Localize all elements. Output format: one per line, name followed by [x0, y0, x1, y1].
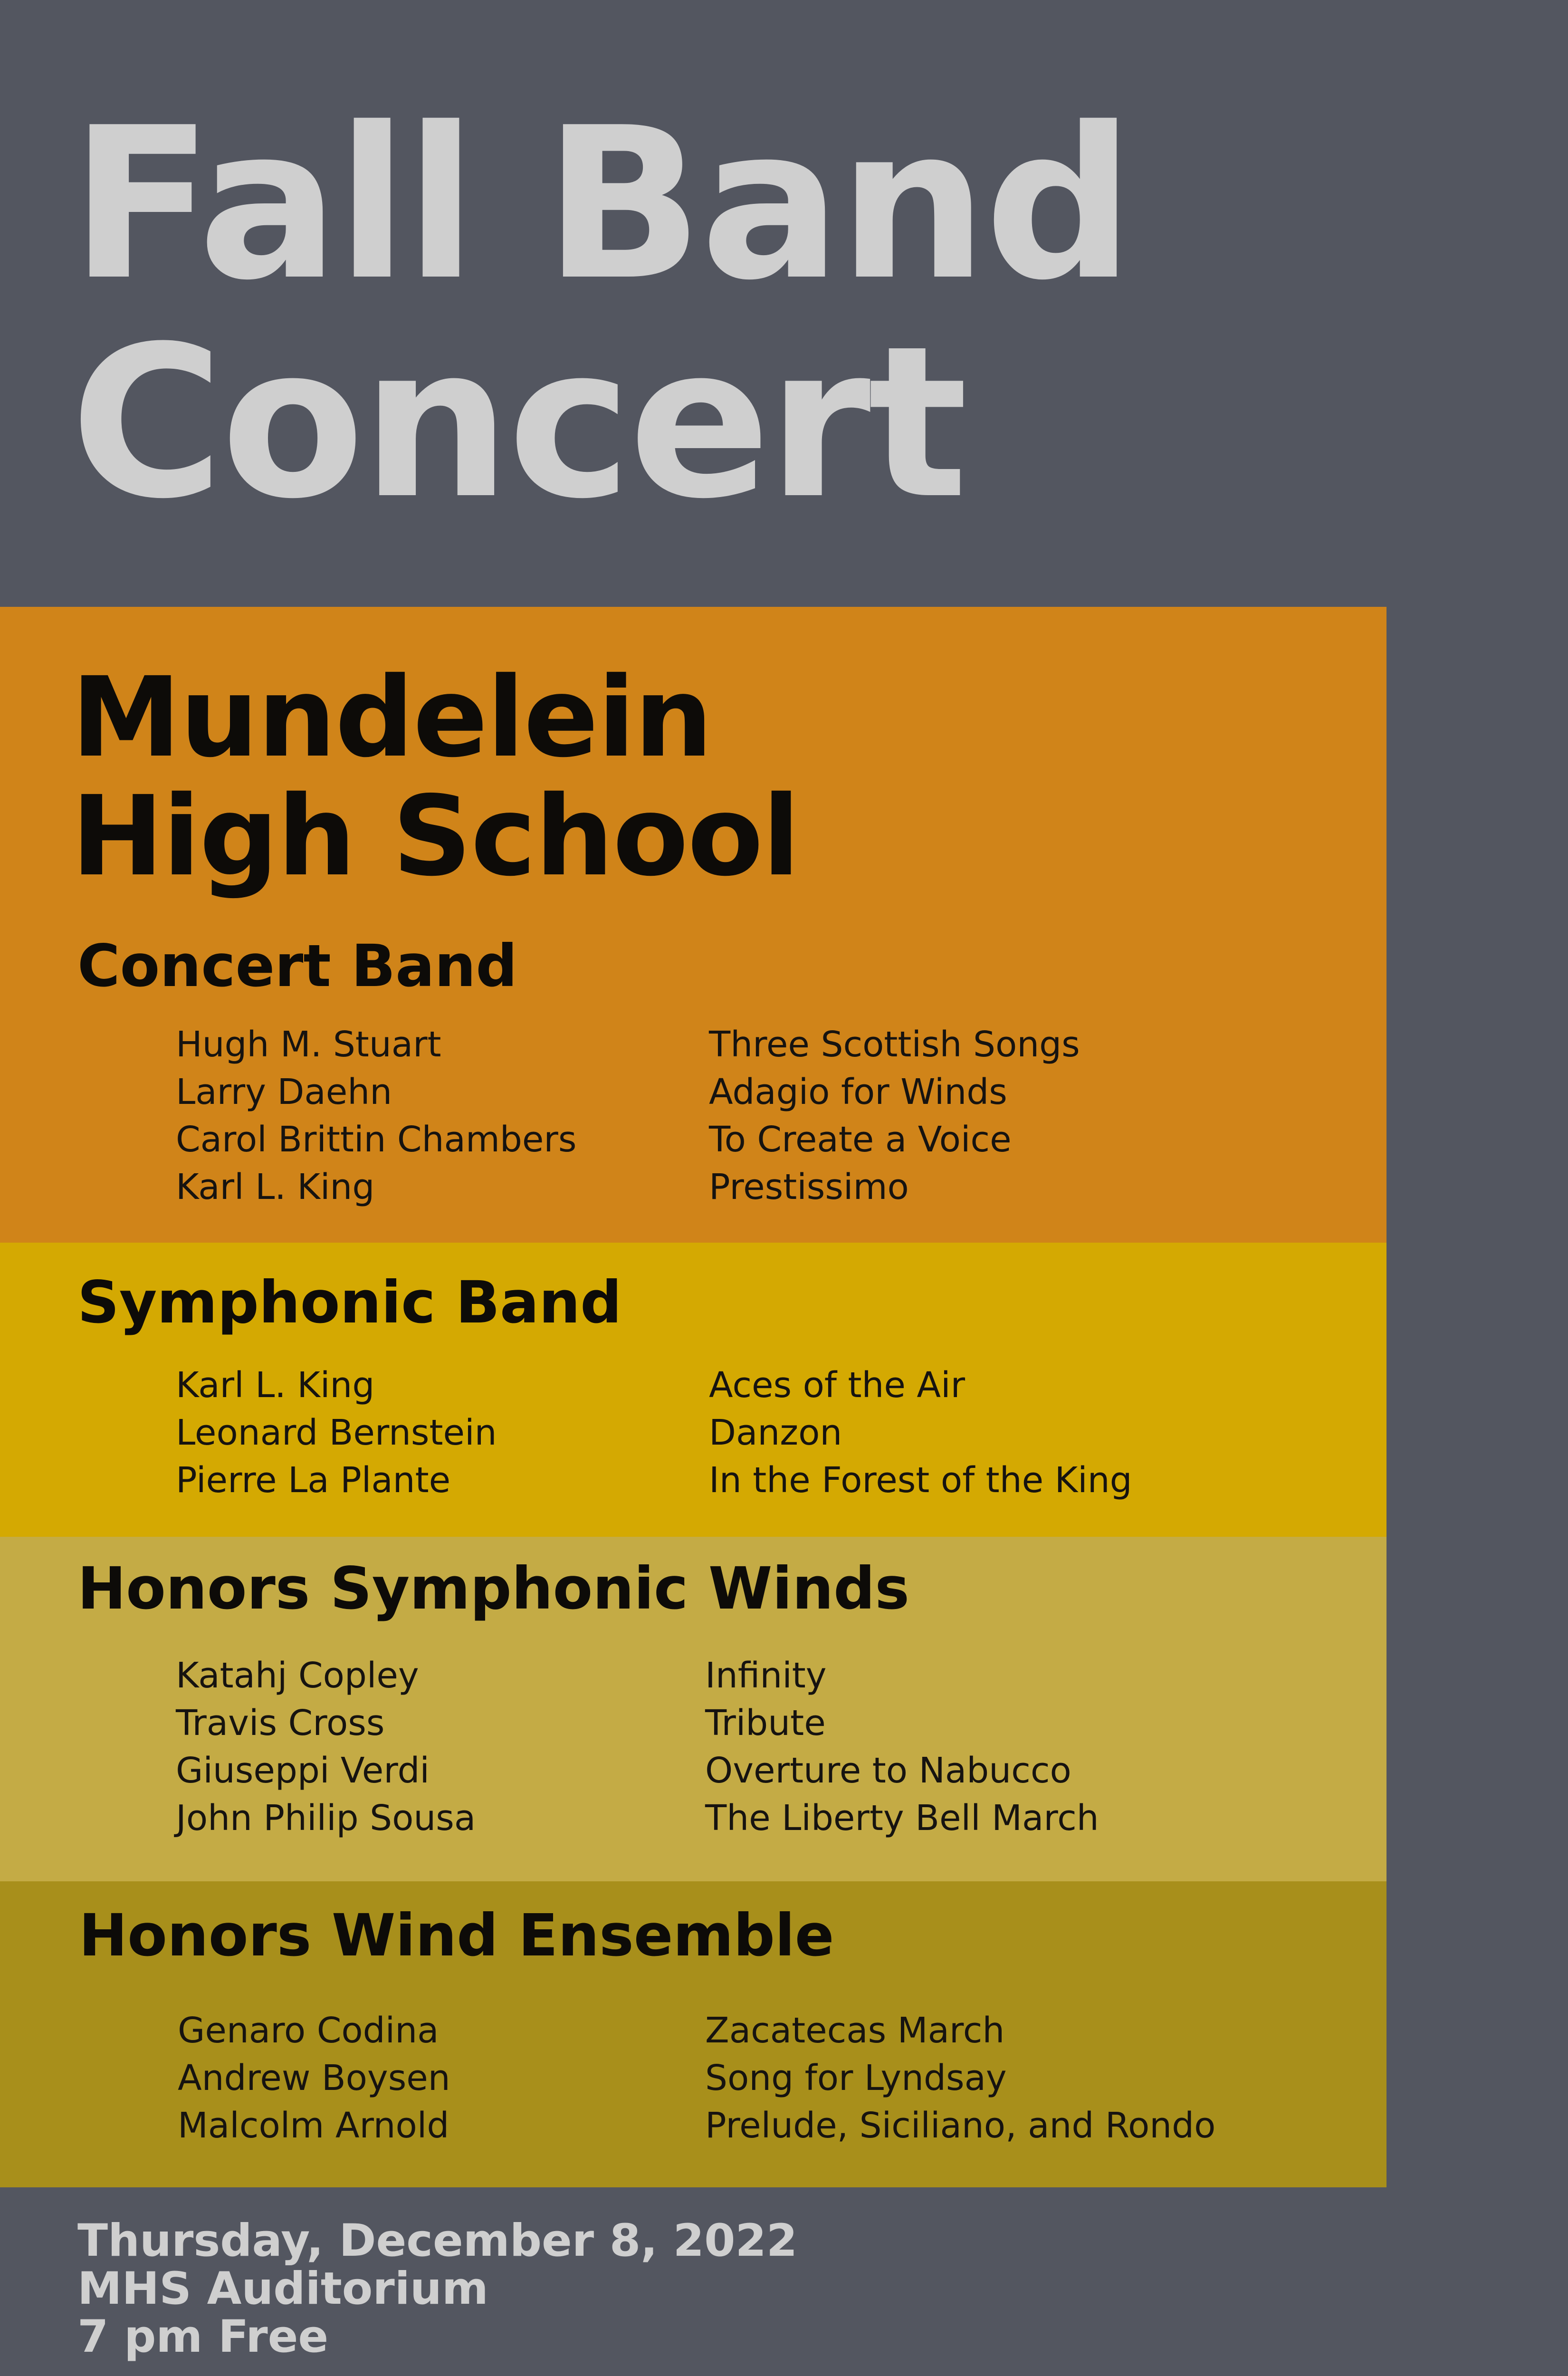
event-details [77, 2217, 797, 2361]
piece-title: To Create a Voice [709, 1119, 1012, 1160]
composer: John Philip Sousa [176, 1798, 476, 1839]
piece-title: Danzon [709, 1412, 842, 1453]
piece-title: Adagio for Winds [709, 1072, 1007, 1112]
section-title-symphonic-band: Symphonic Band [77, 1269, 622, 1336]
section-title-honors-wind-ensemble: Honors Wind Ensemble [79, 1902, 834, 1969]
composer: Giuseppi Verdi [176, 1750, 430, 1791]
piece-title: Overture to Nabucco [705, 1750, 1071, 1791]
piece-title: Prestissimo [709, 1167, 909, 1207]
piece-title: Prelude, Siciliano, and Rondo [705, 2105, 1216, 2146]
piece-title: Aces of the Air [709, 1365, 966, 1406]
piece-title: Tribute [705, 1703, 826, 1744]
composer: Hugh M. Stuart [176, 1024, 441, 1065]
event-venue: MHS Auditorium [77, 2263, 488, 2315]
composer: Larry Daehn [176, 1072, 392, 1112]
event-date: Thursday, December 8, 2022 [77, 2215, 798, 2267]
school-name [71, 653, 799, 901]
poster-title [70, 83, 1132, 545]
composer: Carol Brittin Chambers [176, 1119, 577, 1160]
piece-title: The Liberty Bell March [705, 1798, 1099, 1839]
composer: Pierre La Plante [176, 1460, 451, 1501]
composer: Travis Cross [176, 1703, 385, 1744]
school-name-line-1: Mundelein [71, 653, 712, 782]
section-title-honors-symphonic-winds: Honors Symphonic Winds [77, 1555, 910, 1622]
poster-title-line-1: Fall Band [70, 83, 1132, 326]
composer: Karl L. King [176, 1167, 375, 1207]
poster-title-line-2: Concert [70, 301, 965, 545]
composer: Leonard Bernstein [176, 1412, 497, 1453]
composer: Andrew Boysen [178, 2058, 450, 2098]
piece-title: Zacatecas March [705, 2010, 1005, 2051]
piece-title: Song for Lyndsay [705, 2058, 1007, 2098]
event-time-price: 7 pm Free [77, 2311, 329, 2363]
composer: Malcolm Arnold [178, 2105, 449, 2146]
composer: Karl L. King [176, 1365, 375, 1406]
piece-title: In the Forest of the King [709, 1460, 1132, 1501]
piece-title: Infinity [705, 1655, 827, 1696]
composer: Genaro Codina [178, 2010, 439, 2051]
composer: Katahj Copley [176, 1655, 419, 1696]
piece-title: Three Scottish Songs [709, 1024, 1080, 1065]
section-title-concert-band: Concert Band [77, 932, 517, 1000]
school-name-line-2: High School [71, 772, 799, 901]
